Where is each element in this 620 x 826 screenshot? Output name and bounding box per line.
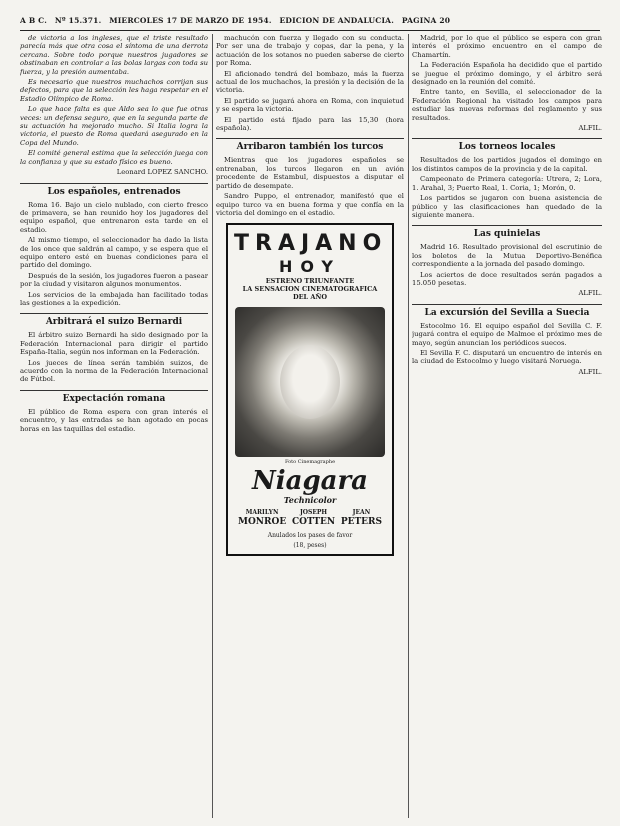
issue-date: MIERCOLES 17 DE MARZO DE 1954. <box>109 16 272 25</box>
article-paragraph: de victoria a los ingleses, que el triste resultado parecía más que otra cosa el síntoma de una derrota cercana. Sobre todo porque nuestros jugadores se obstinaban en controlar a las bolas largas con toda su fuerza, y la presión aumentaba. <box>20 34 208 76</box>
article-paragraph: Los partidos se jugaron con buena asistencia de público y las clasificaciones han quedado de la siguiente manera. <box>412 194 602 219</box>
cast-first-name: JOSEPH <box>299 508 328 516</box>
page-header <box>20 16 600 31</box>
ad-tagline: DEL AÑO <box>292 293 328 302</box>
article-paragraph: El árbitro suizo Bernardi ha sido designado por la Federación Internacional para dirigir el partido España-Italia, según nos informan en la Federación. <box>20 331 208 357</box>
photo-credit: Foto Cinemagraphe <box>284 459 336 466</box>
cast-last-name: COTTEN <box>291 516 336 527</box>
article-paragraph: El comité general estima que la selección juega con la confianza y que su estado físico es bueno. <box>20 149 208 166</box>
article-paragraph: Estocolmo 16. El equipo español del Sevilla C. F. jugará contra el equipo de Malmoe el próximo mes de mayo, según anuncian los periódicos suecos. <box>412 321 602 347</box>
actress-photo <box>235 307 385 457</box>
cast-member <box>341 509 382 528</box>
masthead: A B C. <box>20 16 48 25</box>
article-paragraph: Lo que hace falta es que Aldo sea lo que fue otras veces: un defensa seguro, que en la segunda parte de su actuación ha mejorado mucho. Si Italia logra la victoria, el puesto de Roma quedará asegurado en la Copa del Mundo. <box>20 105 208 147</box>
article-paragraph: El aficionado tendrá del bombazo, más la fuerza actual de los muchachos, la presión y la decisión de la victoria. <box>216 69 404 95</box>
article-paragraph: Resultados de los partidos jugados el domingo en los distintos campos de la provincia y de la capital. <box>412 156 602 173</box>
edition-label: EDICION DE ANDALUCIA. <box>279 16 394 25</box>
column-left <box>20 34 208 818</box>
page-number: PAGINA 20 <box>401 16 451 25</box>
film-cast <box>234 509 386 528</box>
article-paragraph: Campeonato de Primera categoría: Utrera, 2; Lora, 1. Arahal, 3; Puerto Real, 1. Coria, 1; Morón, 0. <box>412 175 602 192</box>
section-heading: Arbitrará el suizo Bernardi <box>20 313 208 328</box>
article-paragraph: Sandro Puppo, el entrenador, manifestó que el equipo turco va en buena forma y que confía en la victoria del domingo en el estadio. <box>216 192 404 217</box>
cast-member <box>238 509 286 528</box>
column-center <box>216 34 404 818</box>
article-paragraph: El Sevilla F. C. disputará un encuentro de interés en la ciudad de Estocolmo y luego visitará Noruega. <box>412 348 602 366</box>
column-rule <box>212 34 213 818</box>
article-paragraph: Los servicios de la embajada han facilitado todas las gestiones a la expedición. <box>20 290 208 307</box>
section-heading: Los torneos locales <box>412 138 602 153</box>
cinema-advertisement <box>226 223 394 555</box>
article-paragraph: La Federación Española ha decidido que el partido se juegue el próximo domingo, y el árbitro será designado en la reunión del comité. <box>412 61 602 87</box>
article-paragraph: Los jueces de línea serán también suizos, de acuerdo con la norma de la Federación Internacional de Fútbol. <box>20 358 208 384</box>
cast-member <box>292 509 335 528</box>
article-paragraph: El partido está fijado para las 15,30 (hora española). <box>216 115 404 133</box>
ad-today-label: HOY <box>278 257 341 277</box>
article-paragraph: Es necesario que nuestros muchachos corrijan sus defectos, para que la selección les haga respetar en el Estadio Olímpico de Roma. <box>20 78 208 103</box>
article-paragraph: Mientras que los jugadores españoles se entrenaban, los turcos llegaron en un avión procedente de Estambul, dispuestos a disputar el partido de desempate. <box>216 156 404 190</box>
article-paragraph: Después de la sesión, los jugadores fueron a pasear por la ciudad y visitaron algunos monumentos. <box>20 271 208 289</box>
ad-tagline: LA SENSACION CINEMATOGRAFICA <box>242 285 378 294</box>
cast-first-name: MARILYN <box>245 508 279 516</box>
byline: ALFIL. <box>578 289 602 298</box>
article-paragraph: Madrid 16. Resultado provisional del escrutinio de los boletos de la Mutua Deportivo-Benéfica correspondiente a la jornada del pasado domingo. <box>412 243 602 269</box>
article-paragraph: Madrid, por lo que el público se espera con gran interés el próximo encuentro en el campo de Chamartín. <box>412 34 602 59</box>
cinema-name: TRAJANO <box>234 231 388 257</box>
section-heading: Expectación romana <box>20 390 208 405</box>
article-paragraph: Los aciertos de doce resultados serán pagados a 15.050 pesetas. <box>412 270 602 287</box>
article-paragraph: El público de Roma espera con gran interés el encuentro, y las entradas se han agotado en pocas horas en las taquillas del estadio. <box>20 407 208 433</box>
column-rule <box>408 34 409 818</box>
ad-tagline: ESTRENO TRIUNFANTE <box>265 277 355 286</box>
byline: ALFIL. <box>578 124 602 133</box>
film-process: Technicolor <box>283 495 337 506</box>
byline: Leonard LOPEZ SANCHO. <box>116 168 208 177</box>
article-paragraph: El partido se jugará ahora en Roma, con inquietud y se espera la victoria. <box>216 96 404 114</box>
cast-first-name: JEAN <box>352 508 371 516</box>
article-paragraph: machucón con fuerza y llegado con su conducta. Por ser una de trabajo y copas, dar la pena, y la actuación de los sotanos no pueden saberse de cierto por Roma. <box>216 34 404 68</box>
section-heading: Arribaron también los turcos <box>216 138 404 153</box>
portrait-face <box>280 345 340 419</box>
ad-footer: Anulados los pases de favor <box>267 531 353 539</box>
cast-last-name: MONROE <box>238 516 287 527</box>
article-paragraph: Al mismo tiempo, el seleccionador ha dado la lista de los once que saldrán al campo, y se espera que el equipo entero esté en buenas condiciones para el partido del domingo. <box>20 236 208 270</box>
section-heading: Los españoles, entrenados <box>20 183 208 198</box>
article-paragraph: Roma 16. Bajo un cielo nublado, con cierto fresco de primavera, se han reunido hoy los jugadores del equipo español, que entrenaron esta tarde en el estadio. <box>20 200 208 234</box>
byline: ALFIL. <box>578 367 602 376</box>
article-paragraph: Entre tanto, en Sevilla, el seleccionador de la Federación Regional ha visitado los campos para estudiar las nuevas reformas del reglamento y sus resultados. <box>412 88 602 122</box>
section-heading: Las quinielas <box>412 225 602 240</box>
ad-rating: (18, peses) <box>293 541 327 549</box>
cast-last-name: PETERS <box>340 516 382 527</box>
film-title: Niagara <box>251 466 369 497</box>
issue-number: Nº 15.371. <box>54 16 102 25</box>
section-heading: La excursión del Sevilla a Suecia <box>412 304 602 319</box>
column-right <box>412 34 602 818</box>
